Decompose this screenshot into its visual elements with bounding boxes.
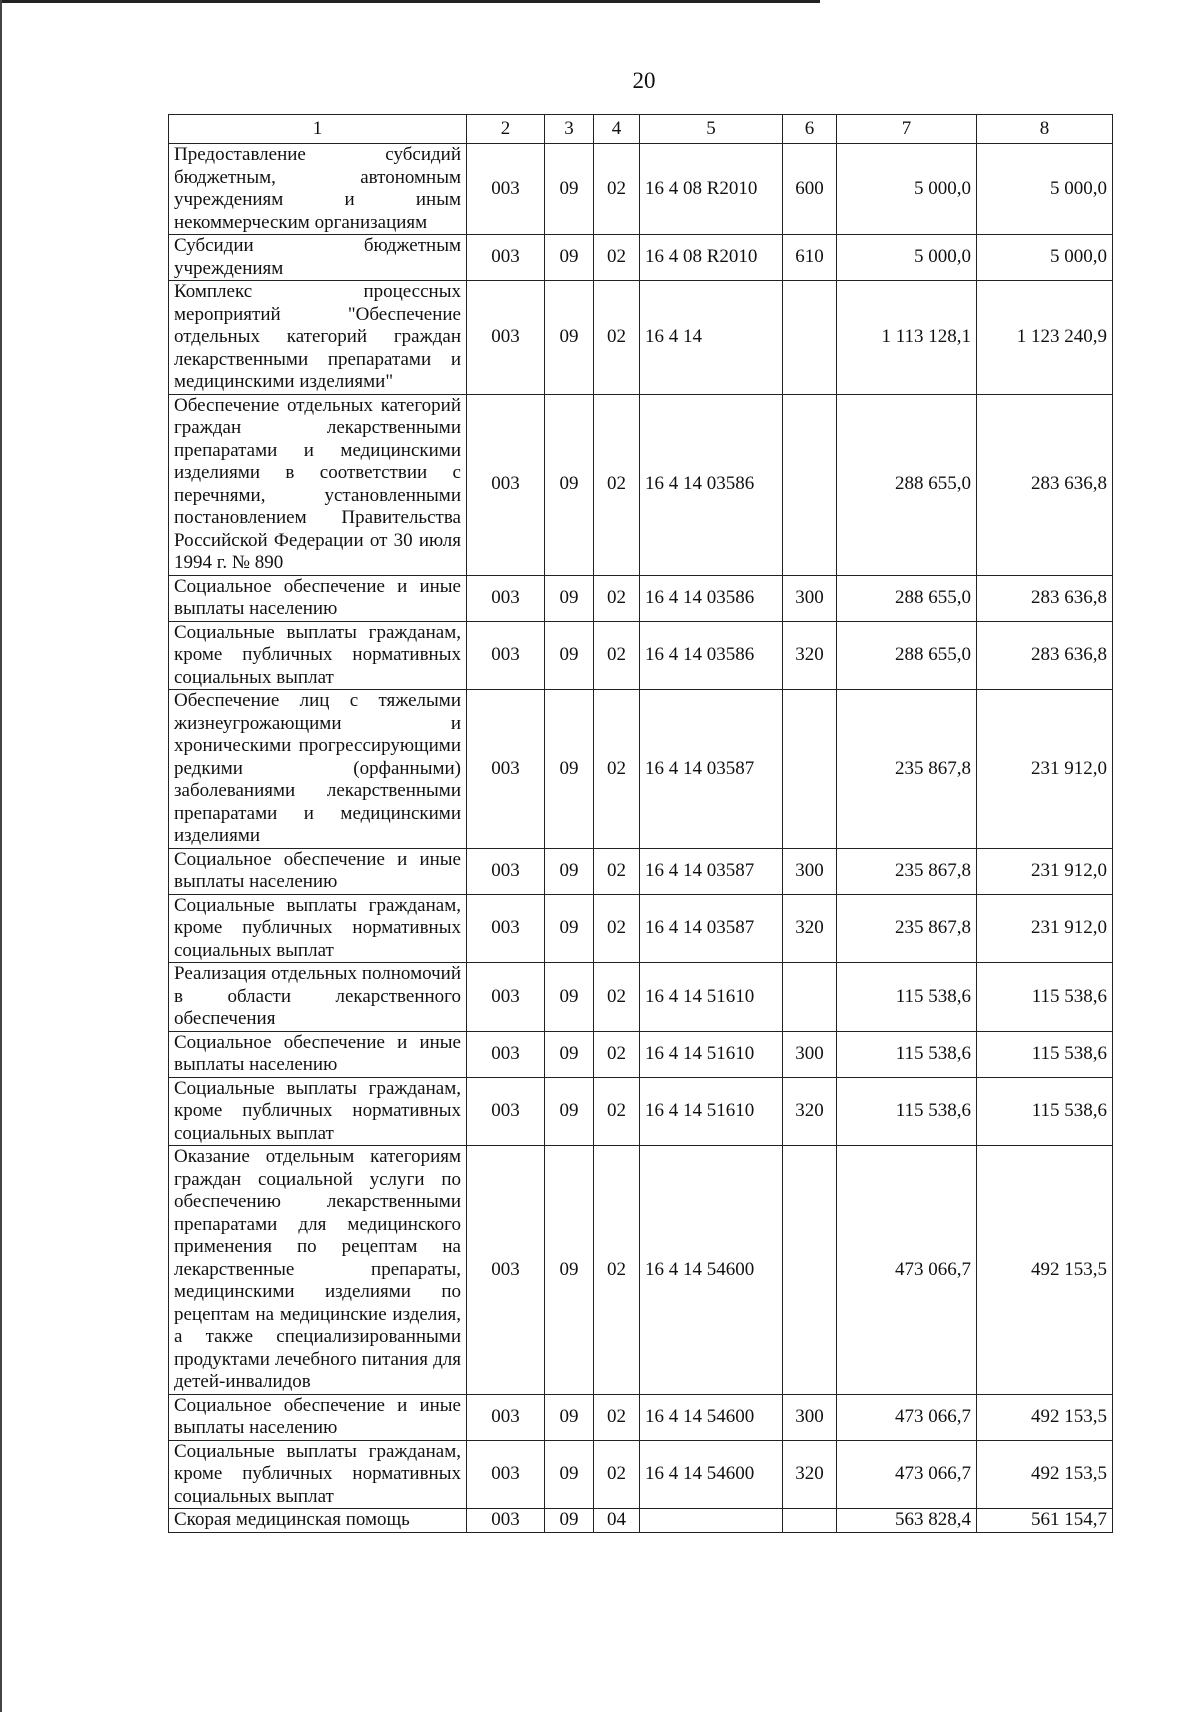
row-expense-type: 320 xyxy=(783,894,837,963)
row-subsection: 02 xyxy=(594,621,640,690)
row-subsection: 02 xyxy=(594,963,640,1032)
row-target-article: 16 4 14 03587 xyxy=(640,690,783,849)
row-amount-year-2: 561 154,7 xyxy=(977,1509,1113,1533)
row-expense-type: 300 xyxy=(783,848,837,894)
table-row xyxy=(169,1509,1113,1533)
row-amount-year-1: 473 066,7 xyxy=(837,1146,977,1395)
row-amount-year-2: 231 912,0 xyxy=(977,848,1113,894)
row-name: Предоставление субсидий бюджетным, автономным учреждениям и иным некоммерческим организациям xyxy=(169,144,467,235)
table-row xyxy=(169,963,1113,1032)
row-expense-type xyxy=(783,1509,837,1533)
row-name: Социальные выплаты гражданам, кроме публичных нормативных социальных выплат xyxy=(169,1077,467,1146)
row-amount-year-1: 5 000,0 xyxy=(837,235,977,281)
row-subsection: 02 xyxy=(594,1077,640,1146)
budget-table xyxy=(168,114,1113,1533)
row-amount-year-2: 283 636,8 xyxy=(977,575,1113,621)
row-expense-type: 300 xyxy=(783,1394,837,1440)
row-section: 09 xyxy=(545,1440,594,1509)
row-section: 09 xyxy=(545,394,594,575)
row-amount-year-2: 283 636,8 xyxy=(977,394,1113,575)
table-row xyxy=(169,1394,1113,1440)
row-target-article: 16 4 14 03587 xyxy=(640,848,783,894)
row-ministry-code: 003 xyxy=(467,848,545,894)
table-row xyxy=(169,621,1113,690)
row-section: 09 xyxy=(545,1031,594,1077)
row-amount-year-1: 288 655,0 xyxy=(837,621,977,690)
row-ministry-code: 003 xyxy=(467,235,545,281)
table-row xyxy=(169,848,1113,894)
row-name: Обеспечение отдельных категорий граждан лекарственными препаратами и медицинскими изделиями в соответствии с перечнями, установленными постановлением Правительства Российской Федерации от 30 июля 1994 г. № 890 xyxy=(169,394,467,575)
row-subsection: 02 xyxy=(594,894,640,963)
row-expense-type xyxy=(783,394,837,575)
table-row xyxy=(169,575,1113,621)
row-amount-year-1: 235 867,8 xyxy=(837,848,977,894)
row-ministry-code: 003 xyxy=(467,963,545,1032)
row-name: Оказание отдельным категориям граждан социальной услуги по обеспечению лекарственными препаратами для медицинского применения по рецептам на лекарственные препараты, медицинскими изделиями по рецептам на медицинские изделия, а также специализированными продуктами лечебного питания для детей-инвалидов xyxy=(169,1146,467,1395)
table-row xyxy=(169,894,1113,963)
table-row xyxy=(169,1077,1113,1146)
row-target-article: 16 4 14 51610 xyxy=(640,963,783,1032)
row-expense-type: 600 xyxy=(783,144,837,235)
row-amount-year-2: 115 538,6 xyxy=(977,1031,1113,1077)
row-ministry-code: 003 xyxy=(467,690,545,849)
row-target-article: 16 4 14 54600 xyxy=(640,1440,783,1509)
table-row xyxy=(169,144,1113,235)
row-amount-year-1: 235 867,8 xyxy=(837,690,977,849)
row-subsection: 02 xyxy=(594,394,640,575)
table-row xyxy=(169,1440,1113,1509)
column-header-1: 1 xyxy=(169,115,467,144)
row-subsection: 02 xyxy=(594,235,640,281)
row-expense-type xyxy=(783,690,837,849)
row-name: Социальное обеспечение и иные выплаты населению xyxy=(169,575,467,621)
row-section: 09 xyxy=(545,621,594,690)
row-amount-year-2: 5 000,0 xyxy=(977,144,1113,235)
row-target-article: 16 4 08 R2010 xyxy=(640,144,783,235)
row-ministry-code: 003 xyxy=(467,621,545,690)
row-amount-year-1: 473 066,7 xyxy=(837,1394,977,1440)
row-amount-year-2: 231 912,0 xyxy=(977,690,1113,849)
row-amount-year-1: 5 000,0 xyxy=(837,144,977,235)
row-ministry-code: 003 xyxy=(467,281,545,395)
row-amount-year-2: 492 153,5 xyxy=(977,1146,1113,1395)
row-target-article: 16 4 14 03586 xyxy=(640,621,783,690)
table-row xyxy=(169,281,1113,395)
row-section: 09 xyxy=(545,848,594,894)
column-header-4: 4 xyxy=(594,115,640,144)
row-section: 09 xyxy=(545,1146,594,1395)
row-expense-type xyxy=(783,281,837,395)
row-target-article: 16 4 14 54600 xyxy=(640,1394,783,1440)
table-row xyxy=(169,235,1113,281)
row-amount-year-2: 115 538,6 xyxy=(977,963,1113,1032)
row-subsection: 02 xyxy=(594,1394,640,1440)
row-ministry-code: 003 xyxy=(467,144,545,235)
row-subsection: 02 xyxy=(594,281,640,395)
scan-left-edge xyxy=(0,0,2,1712)
row-ministry-code: 003 xyxy=(467,1146,545,1395)
scan-top-edge xyxy=(0,0,820,3)
row-name: Социальное обеспечение и иные выплаты населению xyxy=(169,1031,467,1077)
row-section: 09 xyxy=(545,963,594,1032)
row-subsection: 02 xyxy=(594,848,640,894)
table-row xyxy=(169,1031,1113,1077)
column-header-3: 3 xyxy=(545,115,594,144)
row-amount-year-2: 283 636,8 xyxy=(977,621,1113,690)
row-subsection: 04 xyxy=(594,1509,640,1533)
table-header-row xyxy=(169,115,1113,144)
page-number: 20 xyxy=(632,68,656,93)
row-target-article: 16 4 08 R2010 xyxy=(640,235,783,281)
row-ministry-code: 003 xyxy=(467,394,545,575)
row-section: 09 xyxy=(545,144,594,235)
row-ministry-code: 003 xyxy=(467,1031,545,1077)
row-amount-year-1: 115 538,6 xyxy=(837,1077,977,1146)
column-header-2: 2 xyxy=(467,115,545,144)
row-section: 09 xyxy=(545,1509,594,1533)
column-header-7: 7 xyxy=(837,115,977,144)
row-section: 09 xyxy=(545,1077,594,1146)
table-row xyxy=(169,690,1113,849)
row-target-article: 16 4 14 51610 xyxy=(640,1031,783,1077)
row-subsection: 02 xyxy=(594,575,640,621)
row-name: Комплекс процессных мероприятий "Обеспечение отдельных категорий граждан лекарственными препаратами и медицинскими изделиями" xyxy=(169,281,467,395)
column-header-6: 6 xyxy=(783,115,837,144)
row-name: Социальное обеспечение и иные выплаты населению xyxy=(169,848,467,894)
row-subsection: 02 xyxy=(594,1031,640,1077)
row-expense-type: 610 xyxy=(783,235,837,281)
row-name: Социальные выплаты гражданам, кроме публичных нормативных социальных выплат xyxy=(169,1440,467,1509)
row-amount-year-1: 288 655,0 xyxy=(837,394,977,575)
column-header-5: 5 xyxy=(640,115,783,144)
row-amount-year-2: 115 538,6 xyxy=(977,1077,1113,1146)
row-name: Субсидии бюджетным учреждениям xyxy=(169,235,467,281)
row-name: Реализация отдельных полномочий в области лекарственного обеспечения xyxy=(169,963,467,1032)
row-section: 09 xyxy=(545,575,594,621)
row-amount-year-2: 5 000,0 xyxy=(977,235,1113,281)
row-name: Социальные выплаты гражданам, кроме публичных нормативных социальных выплат xyxy=(169,894,467,963)
table-row xyxy=(169,1146,1113,1395)
row-name: Социальное обеспечение и иные выплаты населению xyxy=(169,1394,467,1440)
row-section: 09 xyxy=(545,690,594,849)
row-amount-year-2: 1 123 240,9 xyxy=(977,281,1113,395)
row-target-article: 16 4 14 03586 xyxy=(640,394,783,575)
row-section: 09 xyxy=(545,1394,594,1440)
row-expense-type: 320 xyxy=(783,1077,837,1146)
row-amount-year-1: 235 867,8 xyxy=(837,894,977,963)
row-ministry-code: 003 xyxy=(467,894,545,963)
row-target-article: 16 4 14 xyxy=(640,281,783,395)
row-amount-year-2: 492 153,5 xyxy=(977,1394,1113,1440)
row-amount-year-1: 115 538,6 xyxy=(837,1031,977,1077)
table-row xyxy=(169,394,1113,575)
row-amount-year-1: 115 538,6 xyxy=(837,963,977,1032)
row-amount-year-1: 288 655,0 xyxy=(837,575,977,621)
row-amount-year-1: 1 113 128,1 xyxy=(837,281,977,395)
row-expense-type: 320 xyxy=(783,1440,837,1509)
row-amount-year-1: 473 066,7 xyxy=(837,1440,977,1509)
row-amount-year-2: 231 912,0 xyxy=(977,894,1113,963)
row-ministry-code: 003 xyxy=(467,1509,545,1533)
row-ministry-code: 003 xyxy=(467,1394,545,1440)
row-amount-year-2: 492 153,5 xyxy=(977,1440,1113,1509)
row-subsection: 02 xyxy=(594,1440,640,1509)
row-expense-type: 300 xyxy=(783,575,837,621)
row-ministry-code: 003 xyxy=(467,1077,545,1146)
row-target-article: 16 4 14 03586 xyxy=(640,575,783,621)
row-ministry-code: 003 xyxy=(467,575,545,621)
row-section: 09 xyxy=(545,235,594,281)
row-amount-year-1: 563 828,4 xyxy=(837,1509,977,1533)
row-section: 09 xyxy=(545,281,594,395)
row-ministry-code: 003 xyxy=(467,1440,545,1509)
row-name: Скорая медицинская помощь xyxy=(169,1509,467,1533)
row-subsection: 02 xyxy=(594,690,640,849)
row-expense-type xyxy=(783,1146,837,1395)
row-target-article: 16 4 14 54600 xyxy=(640,1146,783,1395)
row-subsection: 02 xyxy=(594,144,640,235)
row-expense-type: 320 xyxy=(783,621,837,690)
row-target-article: 16 4 14 03587 xyxy=(640,894,783,963)
row-target-article xyxy=(640,1509,783,1533)
row-name: Обеспечение лиц с тяжелыми жизнеугрожающими и хроническими прогрессирующими редкими (орфанными) заболеваниями лекарственными препаратами и медицинскими изделиями xyxy=(169,690,467,849)
row-name: Социальные выплаты гражданам, кроме публичных нормативных социальных выплат xyxy=(169,621,467,690)
row-subsection: 02 xyxy=(594,1146,640,1395)
row-expense-type: 300 xyxy=(783,1031,837,1077)
row-expense-type xyxy=(783,963,837,1032)
column-header-8: 8 xyxy=(977,115,1113,144)
row-section: 09 xyxy=(545,894,594,963)
row-target-article: 16 4 14 51610 xyxy=(640,1077,783,1146)
